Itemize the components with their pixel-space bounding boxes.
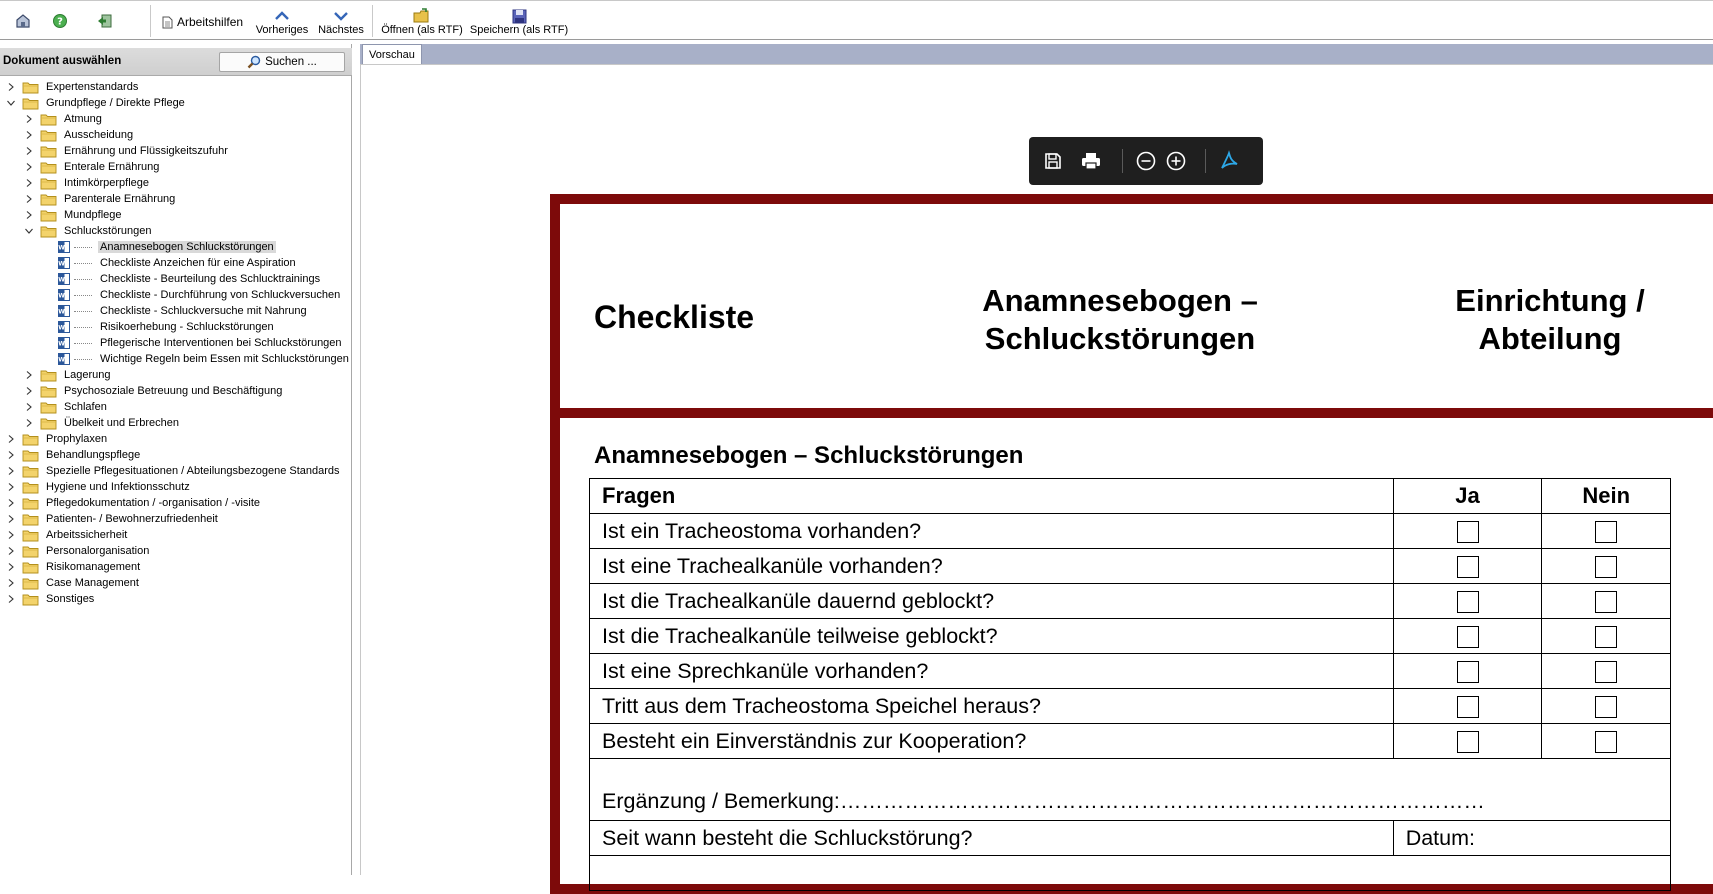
blank-row <box>590 856 1671 891</box>
chevron-right-icon[interactable] <box>6 498 16 508</box>
chevron-right-icon[interactable] <box>6 562 16 572</box>
yes-cell <box>1393 654 1542 689</box>
svg-text:W: W <box>58 308 65 316</box>
tree-document-item[interactable] <box>42 271 322 287</box>
checkbox[interactable] <box>1457 521 1479 543</box>
folder-icon <box>22 433 44 446</box>
chevron-right-icon[interactable] <box>24 386 34 396</box>
tree-item-label: Patienten- / Bewohnerzufriedenheit <box>46 513 218 525</box>
chevron-down-icon <box>333 8 349 24</box>
date-field[interactable]: Datum: <box>1393 821 1670 856</box>
checkbox[interactable] <box>1595 731 1617 753</box>
chevron-right-icon[interactable] <box>24 210 34 220</box>
tree-item-label: Sonstiges <box>46 593 95 605</box>
no-cell <box>1542 514 1671 549</box>
save-rtf-label: Speichern (als RTF) <box>469 24 569 36</box>
no-cell <box>1542 689 1671 724</box>
tree-folder-item[interactable] <box>6 527 129 543</box>
yes-cell <box>1393 584 1542 619</box>
tree-folder-item[interactable] <box>6 559 142 575</box>
header-center-line1: Anamnesebogen – <box>982 283 1258 318</box>
no-cell <box>1542 549 1671 584</box>
document-page <box>550 194 1713 894</box>
search-button[interactable] <box>219 52 345 72</box>
tree-item-label: Spezielle Pflegesituationen / Abteilungsbezogene Standards <box>46 465 340 477</box>
chevron-right-icon[interactable] <box>24 130 34 140</box>
svg-text:W: W <box>58 260 65 268</box>
tree-item-label: Enterale Ernährung <box>64 161 160 173</box>
folder-icon <box>40 161 62 174</box>
word-document-icon <box>58 321 74 333</box>
folder-icon <box>40 401 62 414</box>
word-document-icon <box>58 241 74 253</box>
left-panel-header <box>0 48 352 76</box>
tree-item-label: Checkliste - Beurteilung des Schlucktrainings <box>100 273 321 285</box>
folder-icon <box>22 449 44 462</box>
folder-icon <box>22 97 44 110</box>
question-row <box>590 689 1671 724</box>
svg-text:W: W <box>58 356 65 364</box>
tree-item-label: Übelkeit und Erbrechen <box>64 417 179 429</box>
folder-icon <box>40 113 62 126</box>
tree-document-item[interactable] <box>42 303 309 319</box>
folder-icon <box>22 481 44 494</box>
tree-item-label: Arbeitssicherheit <box>46 529 128 541</box>
question-row <box>590 514 1671 549</box>
chevron-right-icon[interactable] <box>6 530 16 540</box>
checkbox[interactable] <box>1595 556 1617 578</box>
question-row <box>590 654 1671 689</box>
tree-item-label: Behandlungspflege <box>46 449 141 461</box>
tree-folder-item[interactable] <box>6 79 140 95</box>
folder-icon <box>40 177 62 190</box>
question-text: Ist die Trachealkanüle dauernd geblockt? <box>590 584 1394 619</box>
acrobat-icon[interactable] <box>1217 149 1241 173</box>
header-center <box>940 282 1300 358</box>
tree-folder-item[interactable] <box>24 175 151 191</box>
word-document-icon <box>58 353 74 365</box>
chevron-right-icon[interactable] <box>6 546 16 556</box>
folder-icon <box>40 129 62 142</box>
tree-folder-item[interactable] <box>24 111 104 127</box>
tree-item-label: Risikoerhebung - Schluckstörungen <box>100 321 274 333</box>
tree-item-label: Risikomanagement <box>46 561 141 573</box>
svg-text:?: ? <box>57 16 63 28</box>
col-no: Nein <box>1542 479 1671 514</box>
tree-item-label: Grundpflege / Direkte Pflege <box>46 97 185 109</box>
yes-cell <box>1393 689 1542 724</box>
tree-item-label: Checkliste - Durchführung von Schluckversuchen <box>100 289 341 301</box>
question-row <box>590 619 1671 654</box>
yes-cell <box>1393 619 1542 654</box>
word-document-icon <box>58 305 74 317</box>
save-icon[interactable] <box>1041 149 1065 173</box>
svg-text:W: W <box>58 340 65 348</box>
header-left: Checkliste <box>594 299 755 335</box>
folder-icon <box>40 145 62 158</box>
tab-strip <box>360 44 1713 64</box>
chevron-right-icon[interactable] <box>24 178 34 188</box>
tree-item-label: Expertenstandards <box>46 81 139 93</box>
previous-button[interactable] <box>256 5 308 37</box>
tree-folder-item[interactable] <box>24 191 177 207</box>
remark-row <box>590 759 1671 821</box>
folder-icon <box>22 545 44 558</box>
main-toolbar <box>0 0 1713 40</box>
checkbox[interactable] <box>1457 731 1479 753</box>
tree-folder-item[interactable] <box>6 591 96 607</box>
no-cell <box>1542 584 1671 619</box>
tree-folder-item[interactable] <box>6 463 342 479</box>
checkbox[interactable] <box>1457 696 1479 718</box>
chevron-right-icon[interactable] <box>24 162 34 172</box>
chevron-right-icon[interactable] <box>6 434 16 444</box>
tree-item-label: Pflegerische Interventionen bei Schluckstörungen <box>100 337 342 349</box>
zoom-in-icon[interactable] <box>1164 149 1188 173</box>
save-rtf-button[interactable] <box>470 5 568 37</box>
exit-icon[interactable] <box>94 10 116 32</box>
tree-folder-item[interactable] <box>24 127 135 143</box>
question-text: Ist eine Sprechkanüle vorhanden? <box>590 654 1394 689</box>
tree-item-label: Wichtige Regeln beim Essen mit Schluckstörungen <box>100 353 349 365</box>
folder-icon <box>22 465 44 478</box>
magnifier-icon <box>247 55 261 69</box>
tree-folder-item[interactable] <box>6 447 142 463</box>
tree-item-label: Intimkörperpflege <box>64 177 149 189</box>
chevron-right-icon[interactable] <box>24 194 34 204</box>
home-icon[interactable] <box>12 10 34 32</box>
questions-table <box>589 478 1671 891</box>
tree-item-label: Lagerung <box>64 369 111 381</box>
question-text: Ist ein Tracheostoma vorhanden? <box>590 514 1394 549</box>
panel-title: Dokument auswählen <box>3 55 122 67</box>
tree-item-label: Schlafen <box>64 401 107 413</box>
word-document-icon <box>58 337 74 349</box>
checkbox[interactable] <box>1457 591 1479 613</box>
folder-icon <box>22 497 44 510</box>
tree-folder-item[interactable] <box>6 543 151 559</box>
tree-folder-item[interactable] <box>6 575 141 591</box>
checkbox[interactable] <box>1457 556 1479 578</box>
print-icon[interactable] <box>1079 149 1103 173</box>
folder-icon <box>40 193 62 206</box>
search-button-label: Suchen ... <box>265 56 317 68</box>
question-row <box>590 584 1671 619</box>
checkbox[interactable] <box>1595 521 1617 543</box>
previous-label: Vorheriges <box>255 24 309 36</box>
tree-document-item[interactable] <box>42 335 344 351</box>
form-title: Anamnesebogen – Schluckstörungen <box>594 442 1024 469</box>
tree-item-label: Prophylaxen <box>46 433 108 445</box>
folder-icon <box>40 209 62 222</box>
document-icon <box>162 16 173 29</box>
tab-vorschau[interactable]: Vorschau <box>362 44 422 64</box>
folder-icon <box>40 417 62 430</box>
question-text: Ist die Trachealkanüle teilweise geblockt? <box>590 619 1394 654</box>
svg-text:W: W <box>58 244 65 252</box>
tree-item-label: Psychosoziale Betreuung und Beschäftigung <box>64 385 283 397</box>
no-cell <box>1542 654 1671 689</box>
tree-folder-item[interactable] <box>24 383 284 399</box>
chevron-right-icon[interactable] <box>24 418 34 428</box>
chevron-right-icon[interactable] <box>6 482 16 492</box>
next-label: Nächstes <box>318 24 364 36</box>
tree-folder-item[interactable] <box>6 95 187 111</box>
chevron-right-icon[interactable] <box>6 450 16 460</box>
tree-item-label: Hygiene und Infektionsschutz <box>46 481 190 493</box>
checkbox[interactable] <box>1595 661 1617 683</box>
yes-cell <box>1393 724 1542 759</box>
header-center-line2: Schluckstörungen <box>984 321 1256 356</box>
header-right <box>1420 282 1680 358</box>
tree-item-label: Ernährung und Flüssigkeitszufuhr <box>64 145 228 157</box>
tree-item-label: Parenterale Ernährung <box>64 193 176 205</box>
tree-document-item[interactable] <box>42 319 276 335</box>
question-row <box>590 549 1671 584</box>
checkbox[interactable] <box>1595 696 1617 718</box>
open-rtf-button[interactable] <box>380 5 464 37</box>
arbeitshilfen-button[interactable] <box>162 13 243 31</box>
folder-icon <box>22 81 44 94</box>
blank-field[interactable] <box>590 856 1671 891</box>
checkbox[interactable] <box>1457 626 1479 648</box>
tree-document-item[interactable] <box>42 239 276 255</box>
table-header-row <box>590 479 1671 514</box>
chevron-right-icon[interactable] <box>24 402 34 412</box>
folder-icon <box>40 385 62 398</box>
tree-folder-item[interactable] <box>24 143 230 159</box>
help-icon[interactable] <box>49 10 71 32</box>
tree-item-label: Ausscheidung <box>64 129 134 141</box>
word-document-icon <box>58 257 74 269</box>
tree-folder-item[interactable] <box>24 399 109 415</box>
since-when-text: Seit wann besteht die Schluckstörung? <box>590 821 1394 856</box>
document-selector-panel <box>0 44 352 875</box>
svg-text:W: W <box>58 276 65 284</box>
open-folder-icon <box>413 8 431 24</box>
tree-folder-item[interactable] <box>6 495 262 511</box>
remark-field[interactable]: Ergänzung / Bemerkung:……………………………………………………………………………… <box>590 759 1671 821</box>
tree-item-label: Personalorganisation <box>46 545 150 557</box>
header-right-line1: Einrichtung / <box>1455 283 1645 318</box>
question-text: Tritt aus dem Tracheostoma Speichel heraus? <box>590 689 1394 724</box>
tree-item-label: Case Management <box>46 577 139 589</box>
question-text: Ist eine Trachealkanüle vorhanden? <box>590 549 1394 584</box>
question-row <box>590 724 1671 759</box>
chevron-right-icon[interactable] <box>6 514 16 524</box>
document-header <box>560 204 1713 418</box>
word-document-icon <box>58 289 74 301</box>
tree-folder-item[interactable] <box>24 367 113 383</box>
tree-item-label: Atmung <box>64 113 102 125</box>
yes-cell <box>1393 549 1542 584</box>
zoom-out-icon[interactable] <box>1134 149 1158 173</box>
chevron-right-icon[interactable] <box>6 578 16 588</box>
floppy-icon <box>512 8 527 24</box>
tree-document-item[interactable] <box>42 287 342 303</box>
col-yes: Ja <box>1393 479 1542 514</box>
since-row <box>590 821 1671 856</box>
chevron-right-icon[interactable] <box>24 370 34 380</box>
tree-item-label: Mundpflege <box>64 209 122 221</box>
folder-icon <box>22 513 44 526</box>
tree-folder-item[interactable] <box>24 223 153 239</box>
folder-icon <box>40 369 62 382</box>
folder-icon <box>22 593 44 606</box>
folder-icon <box>22 577 44 590</box>
pdf-toolbar <box>1029 137 1263 185</box>
chevron-right-icon[interactable] <box>24 114 34 124</box>
checkbox[interactable] <box>1595 626 1617 648</box>
folder-icon <box>40 225 62 238</box>
chevron-down-icon[interactable] <box>6 98 16 108</box>
tree-item-label: Pflegedokumentation / -organisation / -visite <box>46 497 261 509</box>
chevron-right-icon[interactable] <box>6 594 16 604</box>
tree-item-label: Schluckstörungen <box>64 225 152 237</box>
open-rtf-label: Öffnen (als RTF) <box>381 24 463 36</box>
question-text: Besteht ein Einverständnis zur Kooperation? <box>590 724 1394 759</box>
tree-document-item[interactable] <box>42 351 351 367</box>
tree-folder-item[interactable] <box>6 479 192 495</box>
next-button[interactable] <box>316 5 366 37</box>
checkbox[interactable] <box>1595 591 1617 613</box>
chevron-down-icon[interactable] <box>24 226 34 236</box>
tree-folder-item[interactable] <box>6 511 220 527</box>
folder-icon <box>22 529 44 542</box>
tree-item-label: Anamnesebogen Schluckstörungen <box>100 241 274 253</box>
checkbox[interactable] <box>1457 661 1479 683</box>
tree-folder-item[interactable] <box>6 431 109 447</box>
chevron-right-icon[interactable] <box>6 82 16 92</box>
tree-folder-item[interactable] <box>24 207 124 223</box>
svg-text:W: W <box>58 324 65 332</box>
yes-cell <box>1393 514 1542 549</box>
chevron-up-icon <box>274 8 290 24</box>
folder-icon <box>22 561 44 574</box>
no-cell <box>1542 724 1671 759</box>
no-cell <box>1542 619 1671 654</box>
chevron-right-icon[interactable] <box>6 466 16 476</box>
header-right-line2: Abteilung <box>1478 321 1622 356</box>
tree-document-item[interactable] <box>42 255 298 271</box>
tree-item-label: Checkliste - Schluckversuche mit Nahrung <box>100 305 307 317</box>
tree-item-label: Checkliste Anzeichen für eine Aspiration <box>100 257 296 269</box>
chevron-right-icon[interactable] <box>24 146 34 156</box>
tree-folder-item[interactable] <box>24 415 181 431</box>
tree-folder-item[interactable] <box>24 159 161 175</box>
word-document-icon <box>58 273 74 285</box>
arbeitshilfen-label: Arbeitshilfen <box>177 14 244 29</box>
col-questions: Fragen <box>590 479 1394 514</box>
svg-text:W: W <box>58 292 65 300</box>
